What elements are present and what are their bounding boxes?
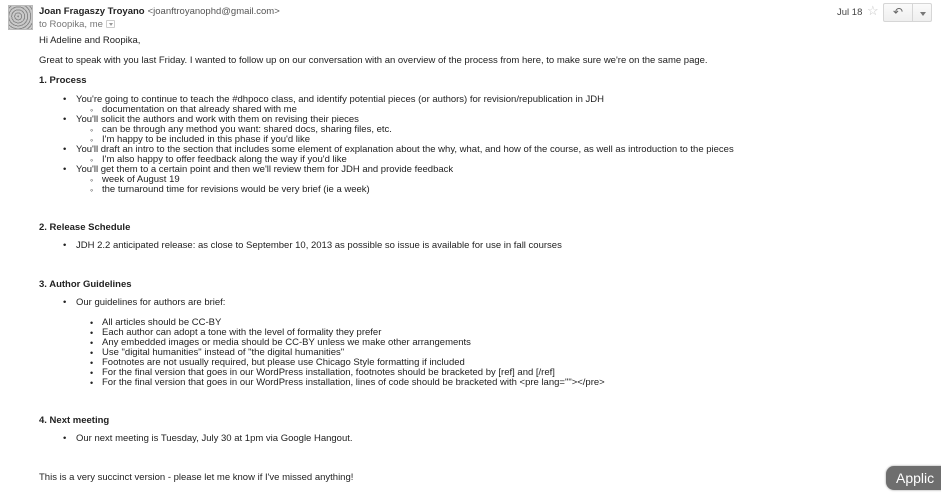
list-item: • JDH 2.2 anticipated release: as close to September 10, 2013 as possible so issue is available for use in fall courses — [76, 241, 562, 251]
recipients-text: to Roopika, me — [39, 19, 103, 30]
section-heading-meeting: 4. Next meeting — [39, 415, 110, 426]
list-item: • Our next meeting is Tuesday, July 30 at 1pm via Google Hangout. — [76, 434, 353, 444]
message-header — [0, 0, 941, 34]
reply-arrow-icon: ↶ — [892, 5, 904, 19]
sender-line — [39, 6, 280, 17]
list-item: • For the final version that goes in our WordPress installation, lines of code should be bracketed with <pre lang=""></pre> — [102, 378, 605, 388]
reply-button[interactable] — [883, 3, 913, 22]
star-icon[interactable]: ☆ — [867, 3, 879, 18]
list-item: • For the final version that goes in our WordPress installation, footnotes should be bracketed by [ref] and [/ref] — [102, 368, 555, 378]
list-item: • You'll get them to a certain point and then we'll review them for JDH and provide feedback — [76, 165, 453, 175]
list-item: ◦ the turnaround time for revisions would be very brief (ie a week) — [102, 185, 370, 195]
message-date: Jul 18 — [837, 7, 863, 18]
list-item: ◦ I'm also happy to offer feedback along the way if you'd like — [102, 155, 347, 165]
list-item: ◦ I'm happy to be included in this phase if you'd like — [102, 135, 310, 145]
sender-email: <joanftroyanophd@gmail.com> — [147, 6, 280, 17]
list-item: • You'll solicit the authors and work with them on revising their pieces — [76, 115, 359, 125]
list-item: ◦ documentation on that already shared with me — [102, 105, 297, 115]
list-item: • Use "digital humanities" instead of "the digital humanities" — [102, 348, 344, 358]
list-item: • All articles should be CC-BY — [102, 318, 221, 328]
list-item: • Our guidelines for authors are brief: — [76, 298, 225, 308]
list-item: • Footnotes are not usually required, but please use Chicago Style formatting if included — [102, 358, 465, 368]
section-heading-process: 1. Process — [39, 75, 87, 86]
section-heading-guidelines: 3. Author Guidelines — [39, 279, 132, 290]
closing-paragraph: This is a very succinct version - please let me know if I've missed anything! — [39, 472, 354, 483]
intro-paragraph: Great to speak with you last Friday. I wanted to follow up on our conversation with an overview of the process from here, to make sure we're on the same page. — [39, 55, 708, 66]
greeting: Hi Adeline and Roopika, — [39, 35, 141, 46]
more-options-button[interactable] — [912, 3, 932, 22]
avatar[interactable] — [8, 5, 33, 30]
list-item: • You'll draft an intro to the section that includes some element of explanation about the why, what, and how of the course, as well as introduction to the pieces — [76, 145, 734, 155]
list-item: ◦ week of August 19 — [102, 175, 180, 185]
recipients-line — [39, 19, 115, 30]
section-heading-release: 2. Release Schedule — [39, 222, 131, 233]
list-item: • Any embedded images or media should be CC-BY unless we make other arrangements — [102, 338, 471, 348]
list-item: ◦ can be through any method you want: shared docs, sharing files, etc. — [102, 125, 392, 135]
list-item: • Each author can adopt a tone with the level of formality they prefer — [102, 328, 381, 338]
sender-name[interactable]: Joan Fragaszy Troyano — [39, 6, 145, 17]
apply-button[interactable]: Applic — [886, 466, 941, 490]
list-item: • You're going to continue to teach the #dhpoco class, and identify potential pieces (or authors) for revision/republication in JDH — [76, 95, 604, 105]
recipient-details-icon[interactable] — [106, 20, 115, 28]
